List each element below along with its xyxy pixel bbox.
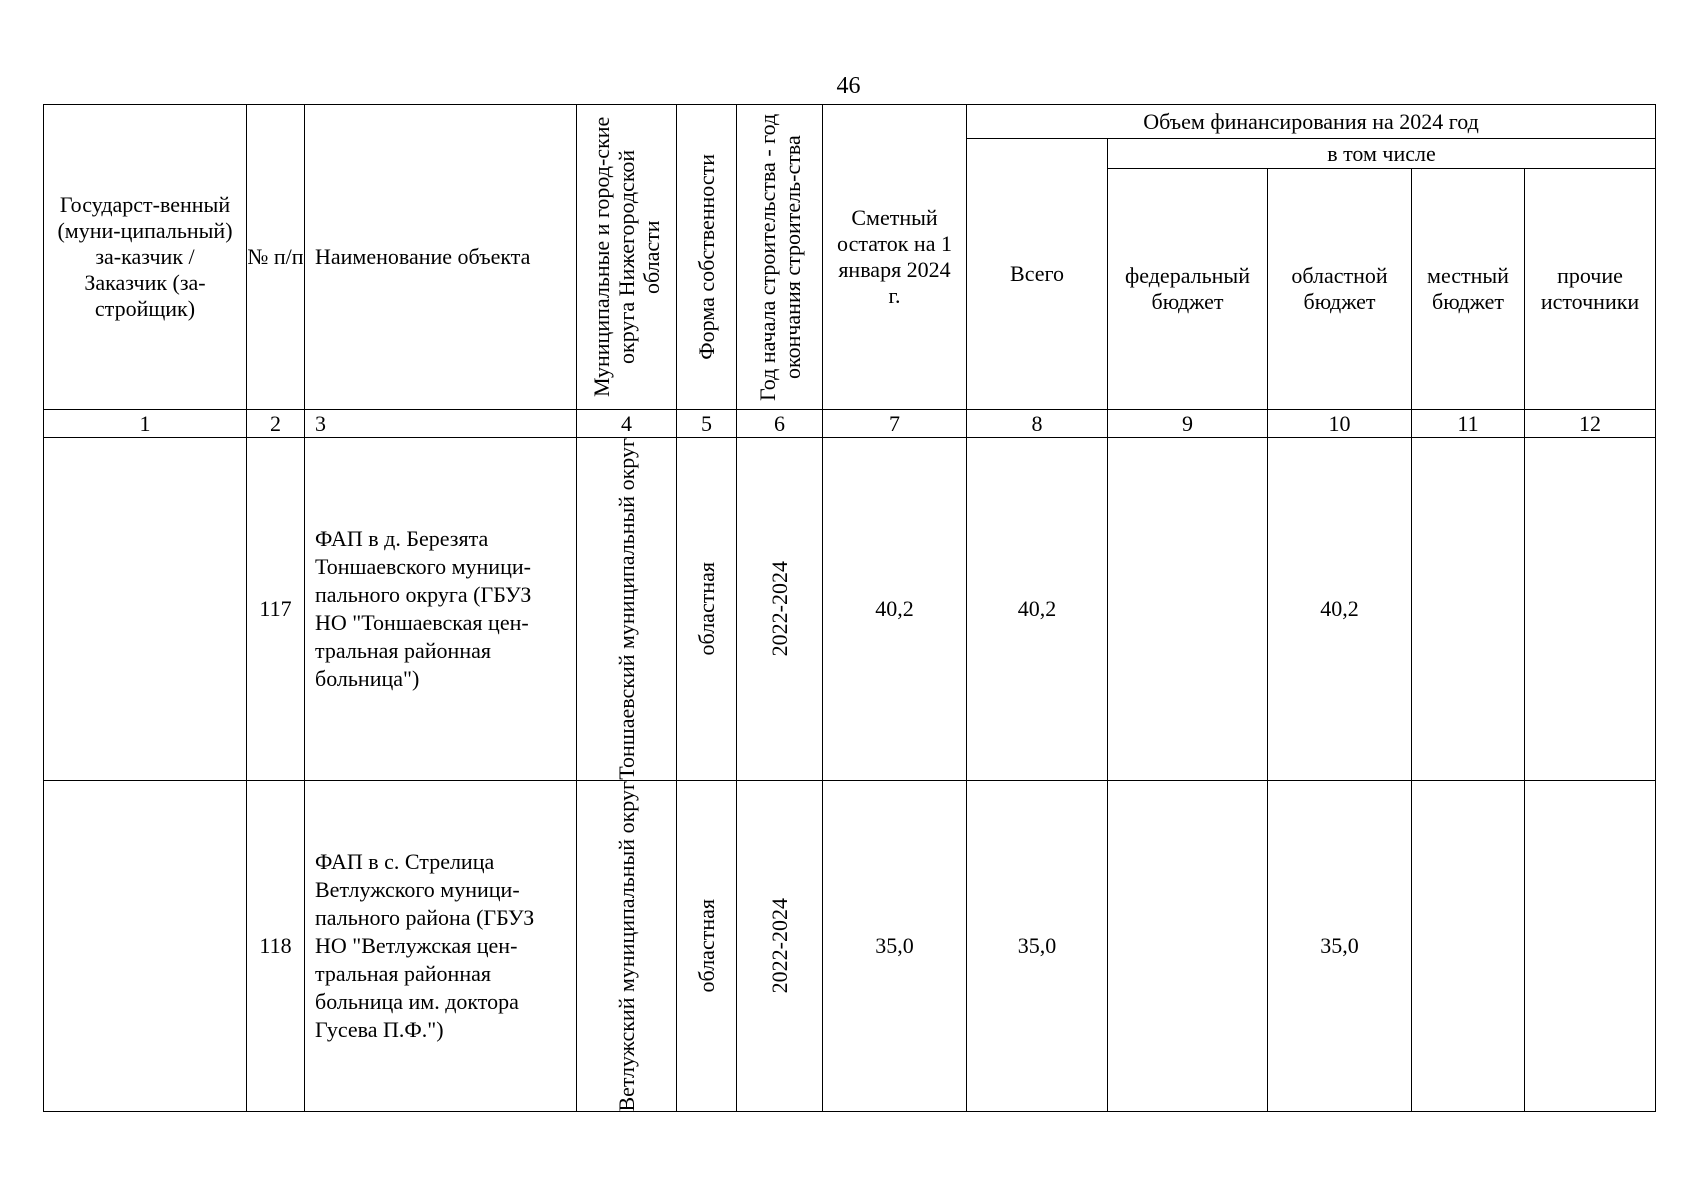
- row-years: 2022-2024: [737, 438, 823, 781]
- investment-table: [43, 104, 1656, 1112]
- row-federal: [1108, 780, 1268, 1112]
- header-local: местный бюджет: [1412, 169, 1525, 410]
- row-municipality: Тоншаевский муниципальный округ: [577, 438, 677, 781]
- column-number: 5: [677, 410, 737, 438]
- row-object-name: ФАП в д. Березята Тоншаевского муници-пального округа (ГБУЗ НО "Тоншаевская цен-тральная районная больница"): [305, 438, 577, 781]
- row-balance: 40,2: [823, 438, 967, 781]
- header-federal: федеральный бюджет: [1108, 169, 1268, 410]
- row-object-name: ФАП в с. Стрелица Ветлужского муници-пального района (ГБУЗ НО "Ветлужская цен-тральная районная больница им. доктора Гусева П.Ф."): [305, 780, 577, 1112]
- header-municipality: Муниципальные и город-ские округа Нижегородской области: [577, 105, 677, 410]
- table-row: [44, 438, 1656, 781]
- row-num: 118: [247, 780, 305, 1112]
- column-number: 2: [247, 410, 305, 438]
- row-regional: 40,2: [1268, 438, 1412, 781]
- header-balance: Сметный остаток на 1 января 2024 г.: [823, 105, 967, 410]
- row-total: 35,0: [967, 780, 1108, 1112]
- column-number: 11: [1412, 410, 1525, 438]
- column-number-row: [44, 410, 1656, 438]
- header-name: Наименование объекта: [305, 105, 577, 410]
- row-ownership: областная: [677, 438, 737, 781]
- column-number: 1: [44, 410, 247, 438]
- column-number: 3: [305, 410, 577, 438]
- row-federal: [1108, 438, 1268, 781]
- header-regional: областной бюджет: [1268, 169, 1412, 410]
- header-customer: Государст-венный (муни-ципальный) за-казчик / Заказчик (за-стройщик): [44, 105, 247, 410]
- header-years: Год начала строительства - год окончания строитель-ства: [737, 105, 823, 410]
- column-number: 7: [823, 410, 967, 438]
- column-number: 9: [1108, 410, 1268, 438]
- row-num: 117: [247, 438, 305, 781]
- page-number: 46: [836, 73, 861, 99]
- header-funding: Объем финансирования на 2024 год: [967, 105, 1656, 139]
- column-number: 8: [967, 410, 1108, 438]
- row-municipality: Ветлужский муниципальный округ: [577, 780, 677, 1112]
- row-total: 40,2: [967, 438, 1108, 781]
- header-other: прочие источники: [1525, 169, 1656, 410]
- header-num: № п/п: [247, 105, 305, 410]
- column-number: 10: [1268, 410, 1412, 438]
- column-number: 6: [737, 410, 823, 438]
- row-other: [1525, 438, 1656, 781]
- header-total: Всего: [967, 139, 1108, 410]
- header-including: в том числе: [1108, 139, 1656, 169]
- row-balance: 35,0: [823, 780, 967, 1112]
- column-number: 12: [1525, 410, 1656, 438]
- row-local: [1412, 780, 1525, 1112]
- header-ownership: Форма собственности: [677, 105, 737, 410]
- column-number: 4: [577, 410, 677, 438]
- row-ownership: областная: [677, 780, 737, 1112]
- table-row: [44, 780, 1656, 1112]
- row-years: 2022-2024: [737, 780, 823, 1112]
- row-other: [1525, 780, 1656, 1112]
- row-customer: [44, 780, 247, 1112]
- row-regional: 35,0: [1268, 780, 1412, 1112]
- row-local: [1412, 438, 1525, 781]
- row-customer: [44, 438, 247, 781]
